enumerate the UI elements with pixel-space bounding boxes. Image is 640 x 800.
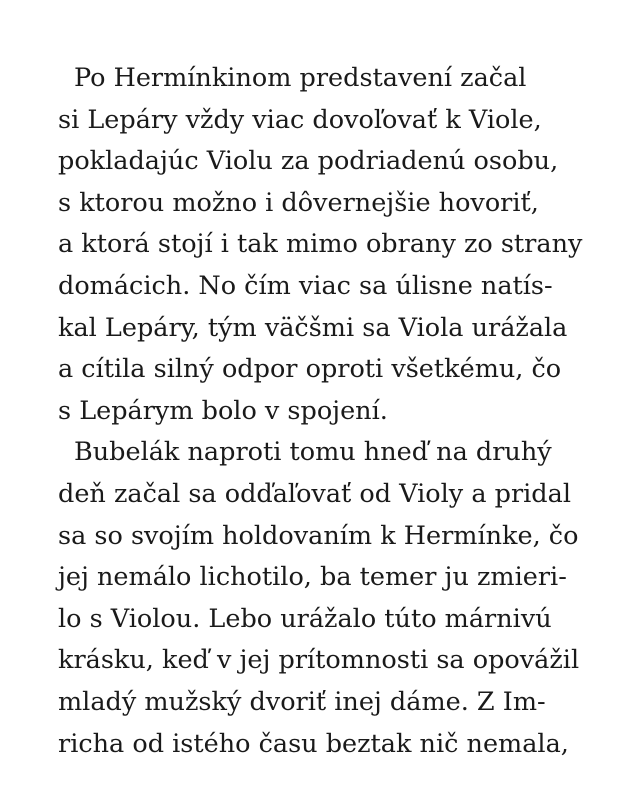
text-line: jej nemálo lichotilo, ba temer ju zmieri- — [58, 562, 567, 593]
text-line: pokladajúc Violu za podriadenú osobu, — [58, 146, 559, 177]
text-line: krásku, keď v jej prítomnosti sa opovážil — [58, 645, 580, 676]
text-line: deň začal sa odďaľovať od Violy a pridal — [58, 478, 571, 509]
text-line: si Lepáry vždy viac dovoľovať k Viole, — [58, 104, 542, 135]
text-line: mladý mužský dvoriť inej dáme. Z Im- — [58, 686, 546, 717]
text-line: a ktorá stojí i tak mimo obrany zo strany — [58, 229, 583, 260]
text-line: domácich. No čím viac sa úlisne natís- — [58, 270, 553, 301]
text-line: sa so svojím holdovaním k Hermínke, čo — [58, 520, 579, 551]
text-line: Bubelák naproti tomu hneď na druhý — [74, 437, 552, 468]
paragraph-2 — [58, 432, 600, 765]
text-line: a cítila silný odpor oproti všetkému, čo — [58, 354, 562, 385]
paragraph-1 — [58, 58, 600, 432]
text-line: s Lepárym bolo v spojení. — [58, 395, 388, 426]
text-line: kal Lepáry, tým väčšmi sa Viola urážala — [58, 312, 568, 343]
text-line: Po Hermínkinom predstavení začal — [74, 63, 527, 93]
text-line: lo s Violou. Lebo urážalo túto márnivú — [58, 603, 552, 634]
text-line: richa od istého času beztak nič nemala, — [58, 728, 569, 759]
text-line: s ktorou možno i dôvernejšie hovoriť, — [58, 187, 539, 218]
